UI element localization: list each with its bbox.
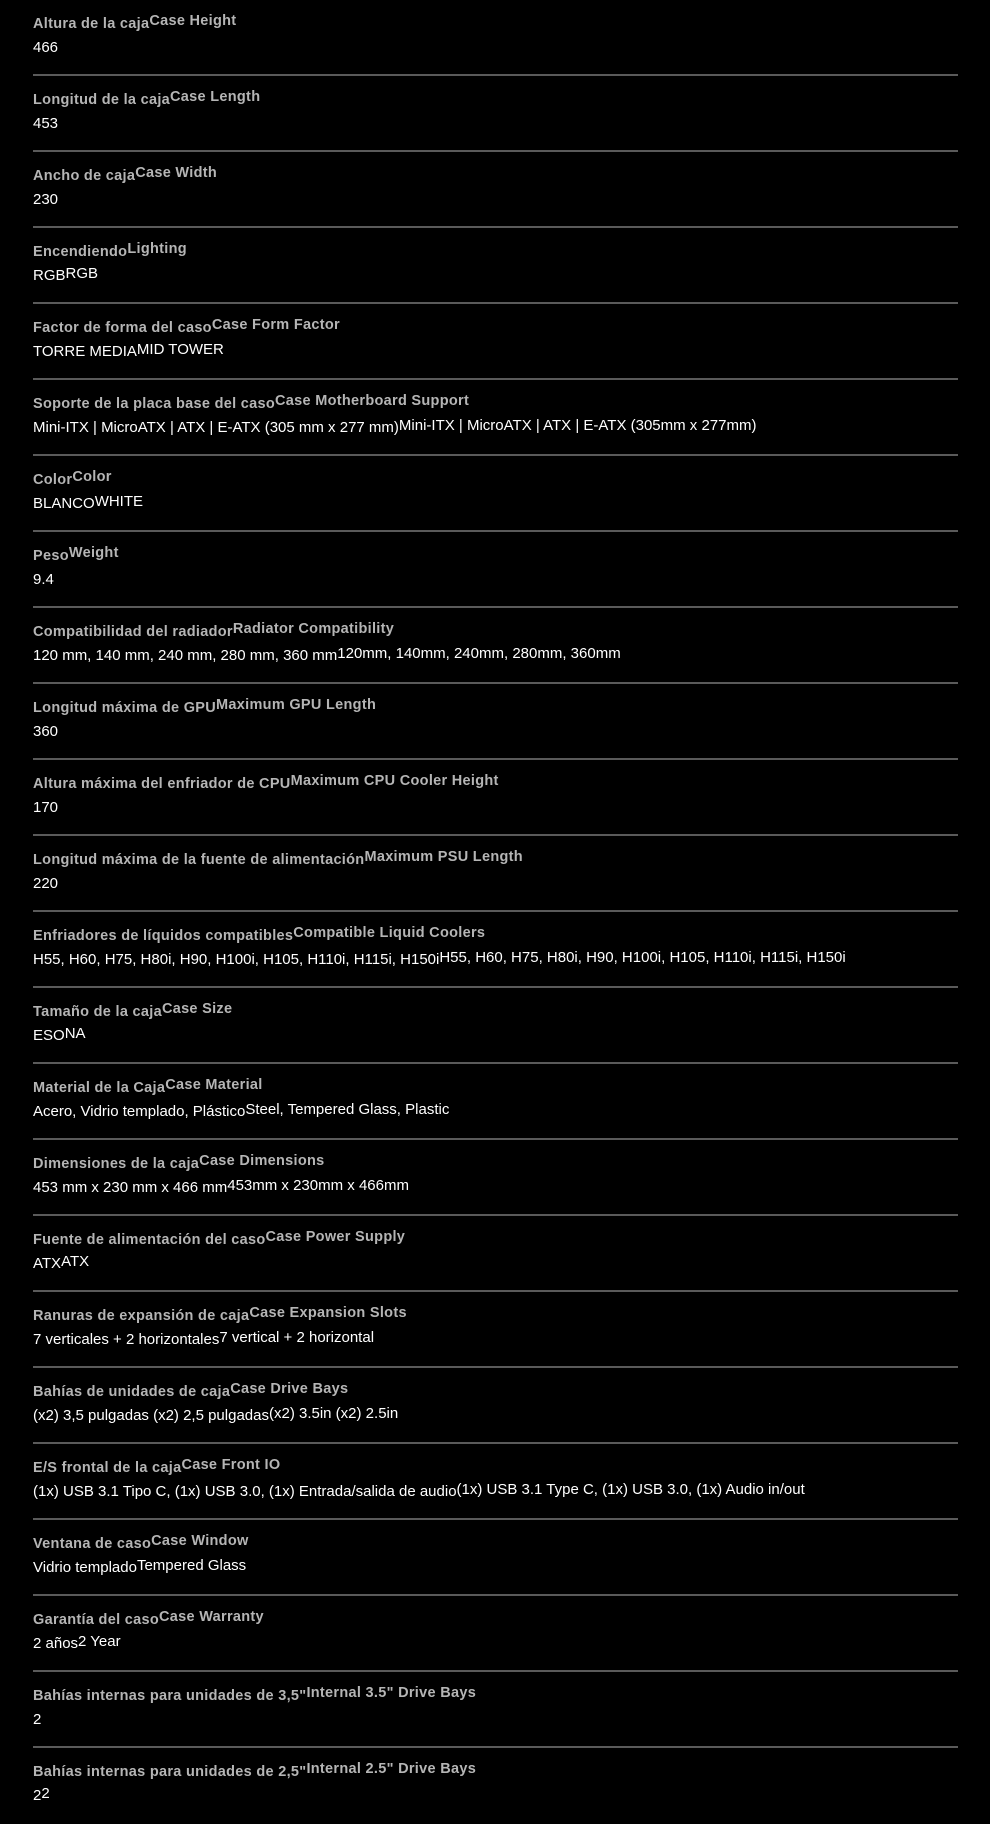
spec-value [33, 1406, 398, 1423]
spec-label-es: Longitud máxima de GPU [33, 700, 217, 716]
spec-row-compatible-liquid-coolers [33, 912, 958, 988]
spec-label-es: Peso [33, 548, 69, 564]
spec-label-es: Bahías internas para unidades de 2,5" [33, 1764, 307, 1780]
spec-label [33, 850, 523, 866]
spec-value-es: Mini-ITX | MicroATX | ATX | E-ATX (305 mm x 277 mm) [33, 419, 399, 436]
spec-value-en: Steel, Tempered Glass, Plastic [245, 1101, 450, 1118]
spec-row-radiator-compatibility [33, 608, 958, 684]
spec-value [33, 114, 58, 131]
spec-label-en: Case Size [161, 1001, 233, 1017]
spec-row-color [33, 456, 958, 532]
spec-row-lighting [33, 228, 958, 304]
spec-label-en: Case Front IO [181, 1457, 281, 1473]
spec-label-en: Radiator Compatibility [232, 621, 395, 637]
spec-label [33, 318, 340, 334]
spec-value-es: 360 [33, 723, 59, 740]
spec-label-en: Case Length [170, 89, 261, 105]
spec-value-en: 120mm, 140mm, 240mm, 280mm, 360mm [337, 645, 621, 662]
spec-row-internal-35-drive-bays [33, 1672, 958, 1748]
spec-label [33, 242, 187, 258]
spec-value-es: ATX [33, 1255, 62, 1272]
spec-label [33, 622, 394, 638]
spec-label [33, 1762, 476, 1778]
spec-label [33, 1610, 264, 1626]
spec-label-es: Tamaño de la caja [33, 1004, 162, 1020]
spec-label-es: Altura máxima del enfriador de CPU [33, 776, 291, 792]
spec-row-max-gpu-length [33, 684, 958, 760]
spec-label-es: Material de la Caja [33, 1080, 166, 1096]
spec-label [33, 1306, 407, 1322]
spec-value [33, 1710, 41, 1727]
spec-label-en: Case Motherboard Support [275, 393, 470, 409]
spec-value [33, 1634, 121, 1651]
spec-label [33, 1078, 263, 1094]
spec-row-case-width [33, 152, 958, 228]
spec-label [33, 774, 499, 790]
spec-value-es: 230 [33, 191, 59, 208]
spec-value-en: H55, H60, H75, H80i, H90, H100i, H105, H110i, H115i, H150i [439, 949, 846, 966]
spec-row-case-form-factor [33, 304, 958, 380]
spec-label-es: Encendiendo [33, 244, 128, 260]
spec-value-es: BLANCO [33, 495, 95, 512]
spec-row-case-height [33, 0, 958, 76]
spec-label [33, 1458, 280, 1474]
spec-value-en: MID TOWER [136, 341, 224, 358]
spec-value-en: (x2) 3.5in (x2) 2.5in [268, 1405, 399, 1422]
spec-label-en: Maximum CPU Cooler Height [290, 773, 499, 789]
spec-value-en: ATX [61, 1253, 90, 1270]
spec-label-es: Longitud de la caja [33, 92, 171, 108]
spec-label [33, 394, 469, 410]
spec-label [33, 1534, 249, 1550]
spec-label-es: E/S frontal de la caja [33, 1460, 182, 1476]
spec-label [33, 470, 112, 486]
spec-value-en: 2 Year [78, 1633, 121, 1650]
spec-label-es: Fuente de alimentación del caso [33, 1232, 266, 1248]
spec-row-case-length [33, 76, 958, 152]
spec-label-es: Longitud máxima de la fuente de alimentación [33, 852, 365, 868]
spec-value-es: 453 mm x 230 mm x 466 mm [33, 1179, 228, 1196]
spec-value-es: 2 [33, 1787, 42, 1804]
spec-label [33, 1154, 325, 1170]
spec-row-case-window [33, 1520, 958, 1596]
spec-value-es: 7 verticales + 2 horizontales [33, 1331, 220, 1348]
spec-value-es: 2 [33, 1711, 42, 1728]
spec-value-en: (1x) USB 3.1 Type C, (1x) USB 3.0, (1x) Audio in/out [456, 1481, 805, 1498]
spec-label-en: Internal 2.5" Drive Bays [306, 1761, 477, 1777]
spec-label-en: Case Width [135, 165, 218, 181]
spec-value-es: (x2) 3,5 pulgadas (x2) 2,5 pulgadas [33, 1407, 269, 1424]
spec-label-en: Case Window [151, 1533, 249, 1549]
spec-value [33, 570, 54, 587]
spec-value [33, 342, 224, 359]
spec-row-motherboard-support [33, 380, 958, 456]
spec-value [33, 38, 58, 55]
spec-label-en: Internal 3.5" Drive Bays [306, 1685, 477, 1701]
spec-value [33, 1026, 86, 1043]
spec-row-max-cpu-cooler-height [33, 760, 958, 836]
spec-value-en: 2 [41, 1785, 50, 1802]
spec-value [33, 494, 143, 511]
spec-value [33, 1482, 805, 1499]
spec-value [33, 874, 58, 891]
spec-value [33, 722, 58, 739]
spec-value-es: Vidrio templado [33, 1559, 137, 1576]
spec-label-en: Maximum GPU Length [216, 697, 377, 713]
spec-value [33, 1558, 246, 1575]
spec-row-case-dimensions [33, 1140, 958, 1216]
spec-label-es: Color [33, 472, 73, 488]
spec-value-es: 453 [33, 115, 59, 132]
spec-value-en: Mini-ITX | MicroATX | ATX | E-ATX (305mm x 277mm) [398, 417, 757, 434]
spec-value [33, 1178, 409, 1195]
spec-value [33, 950, 846, 967]
spec-value-es: 170 [33, 799, 59, 816]
spec-value [33, 1102, 449, 1119]
spec-row-weight [33, 532, 958, 608]
spec-label-en: Case Form Factor [211, 317, 340, 333]
spec-value-en: Tempered Glass [136, 1557, 247, 1574]
spec-row-case-drive-bays [33, 1368, 958, 1444]
spec-value [33, 266, 98, 283]
spec-value [33, 646, 621, 663]
spec-label [33, 1230, 405, 1246]
spec-label-es: Garantía del caso [33, 1612, 159, 1628]
spec-value-es: RGB [33, 267, 66, 284]
spec-label-en: Case Dimensions [199, 1153, 325, 1169]
spec-label-en: Case Drive Bays [230, 1381, 349, 1397]
spec-value-es: ESO [33, 1027, 65, 1044]
spec-value [33, 190, 58, 207]
spec-label-en: Case Expansion Slots [249, 1305, 407, 1321]
spec-value-es: 2 años [33, 1635, 79, 1652]
spec-value-en: 7 vertical + 2 horizontal [219, 1329, 375, 1346]
spec-value-es: 220 [33, 875, 59, 892]
spec-value [33, 798, 58, 815]
spec-value-es: H55, H60, H75, H80i, H90, H100i, H105, H110i, H115i, H150i [33, 951, 440, 968]
spec-label-es: Bahías de unidades de caja [33, 1384, 231, 1400]
spec-row-case-power-supply [33, 1216, 958, 1292]
spec-value-es: 466 [33, 39, 59, 56]
spec-row-case-size [33, 988, 958, 1064]
spec-row-case-front-io [33, 1444, 958, 1520]
spec-value-en: WHITE [94, 493, 144, 510]
spec-row-case-warranty [33, 1596, 958, 1672]
spec-value-en: NA [64, 1025, 86, 1042]
spec-label-en: Case Power Supply [265, 1229, 406, 1245]
spec-label [33, 14, 236, 30]
spec-value-es: Acero, Vidrio templado, Plástico [33, 1103, 246, 1120]
spec-label [33, 926, 485, 942]
spec-value [33, 1254, 89, 1271]
spec-label [33, 166, 217, 182]
spec-label-es: Dimensiones de la caja [33, 1156, 200, 1172]
spec-label [33, 1002, 232, 1018]
spec-value-es: (1x) USB 3.1 Tipo C, (1x) USB 3.0, (1x) Entrada/salida de audio [33, 1483, 457, 1500]
spec-label-en: Compatible Liquid Coolers [293, 925, 486, 941]
spec-label-es: Ancho de caja [33, 168, 136, 184]
spec-label [33, 1382, 348, 1398]
spec-label [33, 698, 376, 714]
spec-value [33, 418, 756, 435]
spec-value-es: 120 mm, 140 mm, 240 mm, 280 mm, 360 mm [33, 647, 338, 664]
spec-value [33, 1786, 50, 1803]
spec-label [33, 1686, 476, 1702]
spec-label-en: Lighting [127, 241, 187, 257]
spec-label-en: Weight [68, 545, 119, 561]
spec-label [33, 546, 119, 562]
spec-value-es: 9.4 [33, 571, 54, 588]
spec-label-es: Compatibilidad del radiador [33, 624, 233, 640]
spec-label-es: Bahías internas para unidades de 3,5" [33, 1688, 307, 1704]
spec-label-en: Case Material [165, 1077, 263, 1093]
spec-label-es: Ventana de caso [33, 1536, 152, 1552]
spec-value [33, 1330, 374, 1347]
spec-label-en: Case Height [149, 13, 237, 29]
spec-row-case-material [33, 1064, 958, 1140]
spec-label-es: Enfriadores de líquidos compatibles [33, 928, 294, 944]
spec-value-en: 453mm x 230mm x 466mm [227, 1177, 409, 1194]
spec-label-en: Color [72, 469, 112, 485]
spec-row-case-expansion-slots [33, 1292, 958, 1368]
spec-label-es: Factor de forma del caso [33, 320, 212, 336]
spec-label-en: Maximum PSU Length [364, 849, 523, 865]
spec-value-es: TORRE MEDIA [33, 343, 137, 360]
spec-value-en: RGB [65, 265, 99, 282]
spec-label-es: Soporte de la placa base del caso [33, 396, 275, 412]
spec-label-en: Case Warranty [159, 1609, 264, 1625]
spec-row-internal-25-drive-bays [33, 1748, 958, 1824]
spec-row-max-psu-length [33, 836, 958, 912]
spec-label-es: Altura de la caja [33, 16, 150, 32]
spec-label-es: Ranuras de expansión de caja [33, 1308, 250, 1324]
spec-label [33, 90, 260, 106]
